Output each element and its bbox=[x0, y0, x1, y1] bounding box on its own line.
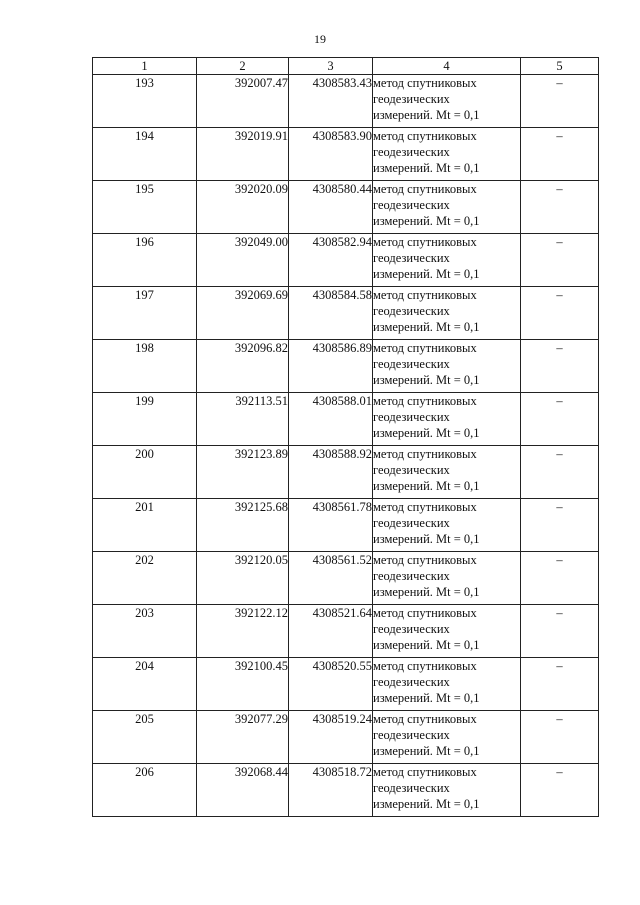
method-line-3: измерений. Mt = 0,1 bbox=[373, 161, 480, 175]
y-coordinate: 4308582.94 bbox=[289, 234, 373, 287]
method-line-2: геодезических bbox=[373, 516, 450, 530]
method-line-1: метод спутниковых bbox=[373, 553, 477, 567]
point-number: 199 bbox=[93, 393, 197, 446]
method-line-3: измерений. Mt = 0,1 bbox=[373, 532, 480, 546]
method-line-3: измерений. Mt = 0,1 bbox=[373, 214, 480, 228]
method-line-2: геодезических bbox=[373, 622, 450, 636]
method-description bbox=[373, 75, 521, 128]
method-description bbox=[373, 764, 521, 817]
table-row bbox=[93, 711, 599, 764]
method-line-3: измерений. Mt = 0,1 bbox=[373, 691, 480, 705]
method-line-3: измерений. Mt = 0,1 bbox=[373, 320, 480, 334]
x-coordinate: 392096.82 bbox=[197, 340, 289, 393]
method-line-2: геодезических bbox=[373, 198, 450, 212]
method-line-2: геодезических bbox=[373, 463, 450, 477]
table-row bbox=[93, 658, 599, 711]
y-coordinate: 4308580.44 bbox=[289, 181, 373, 234]
method-description bbox=[373, 446, 521, 499]
method-line-3: измерений. Mt = 0,1 bbox=[373, 797, 480, 811]
note-cell: – bbox=[521, 499, 599, 552]
method-description bbox=[373, 128, 521, 181]
point-number: 193 bbox=[93, 75, 197, 128]
method-description bbox=[373, 711, 521, 764]
method-line-2: геодезических bbox=[373, 569, 450, 583]
method-line-1: метод спутниковых bbox=[373, 659, 477, 673]
point-number: 201 bbox=[93, 499, 197, 552]
y-coordinate: 4308519.24 bbox=[289, 711, 373, 764]
x-coordinate: 392068.44 bbox=[197, 764, 289, 817]
x-coordinate: 392100.45 bbox=[197, 658, 289, 711]
method-line-3: измерений. Mt = 0,1 bbox=[373, 638, 480, 652]
point-number: 202 bbox=[93, 552, 197, 605]
column-header: 3 bbox=[289, 58, 373, 75]
method-line-3: измерений. Mt = 0,1 bbox=[373, 585, 480, 599]
point-number: 196 bbox=[93, 234, 197, 287]
method-line-2: геодезических bbox=[373, 675, 450, 689]
x-coordinate: 392113.51 bbox=[197, 393, 289, 446]
table-row bbox=[93, 446, 599, 499]
method-line-2: геодезических bbox=[373, 781, 450, 795]
x-coordinate: 392020.09 bbox=[197, 181, 289, 234]
x-coordinate: 392019.91 bbox=[197, 128, 289, 181]
x-coordinate: 392125.68 bbox=[197, 499, 289, 552]
y-coordinate: 4308521.64 bbox=[289, 605, 373, 658]
method-line-1: метод спутниковых bbox=[373, 288, 477, 302]
method-line-3: измерений. Mt = 0,1 bbox=[373, 108, 480, 122]
table-row bbox=[93, 499, 599, 552]
note-cell: – bbox=[521, 128, 599, 181]
y-coordinate: 4308588.01 bbox=[289, 393, 373, 446]
table-row bbox=[93, 552, 599, 605]
method-description bbox=[373, 340, 521, 393]
y-coordinate: 4308588.92 bbox=[289, 446, 373, 499]
x-coordinate: 392007.47 bbox=[197, 75, 289, 128]
method-line-1: метод спутниковых bbox=[373, 765, 477, 779]
note-cell: – bbox=[521, 764, 599, 817]
y-coordinate: 4308583.90 bbox=[289, 128, 373, 181]
method-line-2: геодезических bbox=[373, 251, 450, 265]
table-row bbox=[93, 234, 599, 287]
point-number: 200 bbox=[93, 446, 197, 499]
note-cell: – bbox=[521, 75, 599, 128]
point-number: 197 bbox=[93, 287, 197, 340]
method-line-2: геодезических bbox=[373, 304, 450, 318]
note-cell: – bbox=[521, 287, 599, 340]
x-coordinate: 392122.12 bbox=[197, 605, 289, 658]
x-coordinate: 392049.00 bbox=[197, 234, 289, 287]
point-number: 205 bbox=[93, 711, 197, 764]
y-coordinate: 4308518.72 bbox=[289, 764, 373, 817]
method-description bbox=[373, 658, 521, 711]
method-line-2: геодезических bbox=[373, 145, 450, 159]
note-cell: – bbox=[521, 393, 599, 446]
note-cell: – bbox=[521, 446, 599, 499]
page-number: 19 bbox=[314, 32, 326, 46]
method-line-2: геодезических bbox=[373, 728, 450, 742]
method-line-1: метод спутниковых bbox=[373, 76, 477, 90]
column-header: 2 bbox=[197, 58, 289, 75]
method-line-1: метод спутниковых bbox=[373, 447, 477, 461]
method-description bbox=[373, 234, 521, 287]
column-header: 5 bbox=[521, 58, 599, 75]
column-header: 1 bbox=[93, 58, 197, 75]
point-number: 195 bbox=[93, 181, 197, 234]
point-number: 206 bbox=[93, 764, 197, 817]
note-cell: – bbox=[521, 234, 599, 287]
point-number: 198 bbox=[93, 340, 197, 393]
y-coordinate: 4308520.55 bbox=[289, 658, 373, 711]
table-row bbox=[93, 128, 599, 181]
point-number: 204 bbox=[93, 658, 197, 711]
method-line-3: измерений. Mt = 0,1 bbox=[373, 373, 480, 387]
x-coordinate: 392077.29 bbox=[197, 711, 289, 764]
column-header: 4 bbox=[373, 58, 521, 75]
method-line-2: геодезических bbox=[373, 92, 450, 106]
table-row bbox=[93, 287, 599, 340]
method-line-2: геодезических bbox=[373, 357, 450, 371]
y-coordinate: 4308584.58 bbox=[289, 287, 373, 340]
table-header-row bbox=[93, 58, 599, 75]
point-number: 194 bbox=[93, 128, 197, 181]
x-coordinate: 392120.05 bbox=[197, 552, 289, 605]
x-coordinate: 392123.89 bbox=[197, 446, 289, 499]
method-line-1: метод спутниковых bbox=[373, 182, 477, 196]
method-line-1: метод спутниковых bbox=[373, 235, 477, 249]
method-line-1: метод спутниковых bbox=[373, 712, 477, 726]
table-row bbox=[93, 393, 599, 446]
method-description bbox=[373, 287, 521, 340]
method-line-3: измерений. Mt = 0,1 bbox=[373, 426, 480, 440]
method-description bbox=[373, 499, 521, 552]
table-row bbox=[93, 764, 599, 817]
y-coordinate: 4308586.89 bbox=[289, 340, 373, 393]
method-description bbox=[373, 181, 521, 234]
table-row bbox=[93, 181, 599, 234]
note-cell: – bbox=[521, 658, 599, 711]
y-coordinate: 4308561.52 bbox=[289, 552, 373, 605]
method-line-2: геодезических bbox=[373, 410, 450, 424]
coordinates-table bbox=[92, 57, 599, 817]
method-line-1: метод спутниковых bbox=[373, 341, 477, 355]
method-description bbox=[373, 605, 521, 658]
method-line-3: измерений. Mt = 0,1 bbox=[373, 744, 480, 758]
table-row bbox=[93, 605, 599, 658]
x-coordinate: 392069.69 bbox=[197, 287, 289, 340]
note-cell: – bbox=[521, 552, 599, 605]
method-line-3: измерений. Mt = 0,1 bbox=[373, 267, 480, 281]
method-description bbox=[373, 552, 521, 605]
method-line-1: метод спутниковых bbox=[373, 394, 477, 408]
method-line-3: измерений. Mt = 0,1 bbox=[373, 479, 480, 493]
note-cell: – bbox=[521, 340, 599, 393]
method-line-1: метод спутниковых bbox=[373, 606, 477, 620]
point-number: 203 bbox=[93, 605, 197, 658]
y-coordinate: 4308583.43 bbox=[289, 75, 373, 128]
method-line-1: метод спутниковых bbox=[373, 129, 477, 143]
note-cell: – bbox=[521, 711, 599, 764]
note-cell: – bbox=[521, 605, 599, 658]
y-coordinate: 4308561.78 bbox=[289, 499, 373, 552]
table-row bbox=[93, 340, 599, 393]
method-description bbox=[373, 393, 521, 446]
note-cell: – bbox=[521, 181, 599, 234]
table-row bbox=[93, 75, 599, 128]
method-line-1: метод спутниковых bbox=[373, 500, 477, 514]
